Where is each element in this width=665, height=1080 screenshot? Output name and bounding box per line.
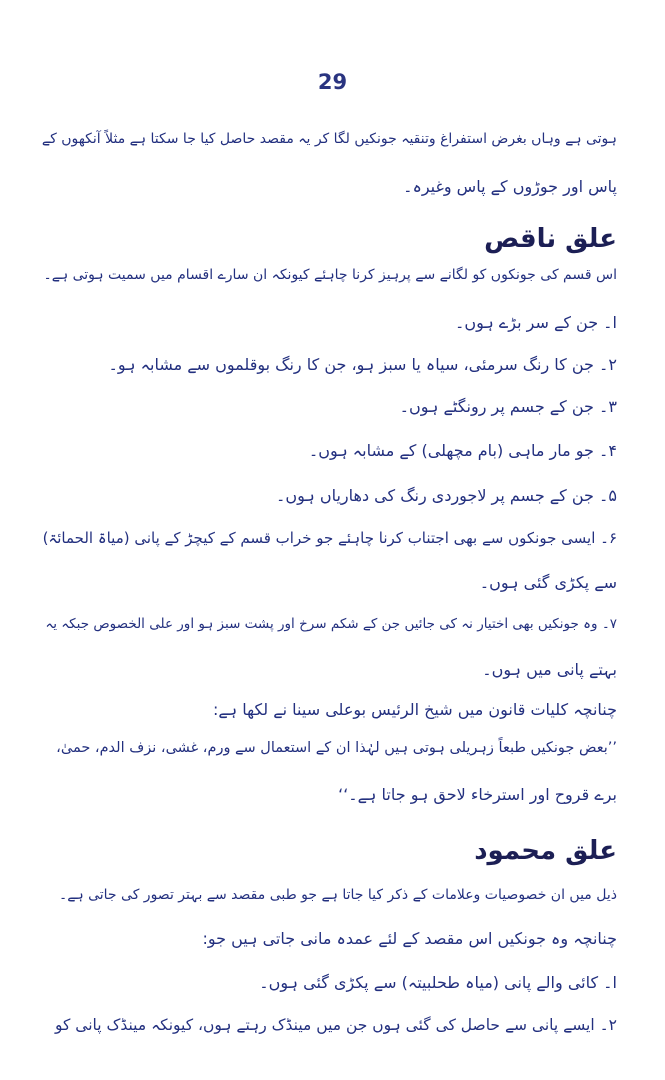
quote-intro: چنانچہ کلیات قانون میں شیخ الرئیس بوعلی سینا نے لکھا ہے: [212,700,617,719]
section1-item-7: ۷۔ وہ جونکیں بھی اختیار نہ کی جائیں جن کے شکم سرخ اور پشت سبز ہو اور علی الخصوص جبکہ یہ [45,616,617,632]
intro-line-1: ہوتی ہے وہاں بغرض استفراغ وتنقیہ جونکیں لگا کر یہ مقصد حاصل کیا جا سکتا ہے مثلاً آنکھوں کے [41,131,617,147]
intro-line-2: پاس اور جوڑوں کے پاس وغیرہ۔ [403,177,617,196]
section1-item-3: ۳۔ جن کے جسم پر رونگٹے ہوں۔ [399,397,617,416]
section1-item-6-cont: سے پکڑی گئی ہوں۔ [479,573,617,592]
page-number: 29 [317,70,348,94]
section1-item-5: ۵۔ جن کے جسم پر لاجوردی رنگ کی دھاریاں ہوں۔ [275,486,617,505]
quote-line-1: ’’بعض جونکیں طبعاً زہریلی ہوتی ہیں لہٰذا ان کے استعمال سے ورم، غشی، نزف الدم، حمیٰ، [56,740,617,756]
section2-intro: ذیل میں ان خصوصیات وعلامات کے ذکر کیا جاتا ہے جو طبی مقصد سے بہتر تصور کی جاتی ہے۔ [59,887,617,903]
section1-item-1: ا۔ جن کے سر بڑے ہوں۔ [455,313,617,332]
quote-line-2: برے قروح اور استرخاء لاحق ہو جاتا ہے۔‘‘ [338,785,617,804]
section1-item-6: ۶۔ ایسی جونکوں سے بھی اجتناب کرنا چاہئے جو خراب قسم کے کیچڑ کے پانی (میاۃ الحمائۃ) [42,529,617,547]
section2-sub-intro: چنانچہ وہ جونکیں اس مقصد کے لئے عمدہ مانی جاتی ہیں جو: [202,929,617,948]
section2-item-2: ۲۔ ایسے پانی سے حاصل کی گئی ہوں جن میں مینڈک رہتے ہوں، کیونکہ مینڈک پانی کو [54,1016,617,1034]
section-heading-ilq-mahmood: علق محمود [474,836,617,866]
section2-item-1: ا۔ کائی والے پانی (میاہ طحلبیتہ) سے پکڑی گئی ہوں۔ [259,973,617,992]
section-heading-ilq-naqis: علق ناقص [484,224,617,254]
section1-item-4: ۴۔ جو مار ماہی (بام مچھلی) کے مشابہ ہوں۔ [308,441,617,460]
section1-item-7-cont: بہتے پانی میں ہوں۔ [482,660,617,679]
section1-intro: اس قسم کی جونکوں کو لگانے سے پرہیز کرنا چاہئے کیونکہ ان سارے اقسام میں سمیت ہوتی ہے۔ [43,267,617,283]
section1-item-2: ۲۔ جن کا رنگ سرمئی، سیاہ یا سبز ہو، جن کا رنگ بوقلموں سے مشابہ ہو۔ [108,355,617,374]
